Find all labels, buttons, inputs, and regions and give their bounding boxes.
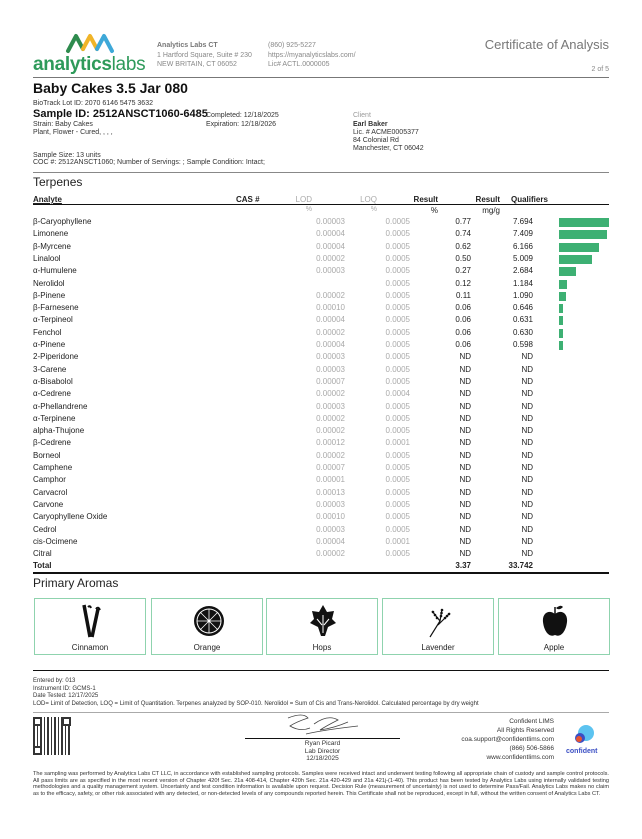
result-pct: ND bbox=[459, 499, 471, 509]
lod-value: 0.00003 bbox=[316, 401, 345, 411]
lavender-icon bbox=[424, 603, 454, 639]
aroma-label: Hops bbox=[312, 643, 332, 652]
result-pct: 0.12 bbox=[455, 278, 471, 288]
result-mgg: 7.409 bbox=[512, 229, 533, 239]
table-row bbox=[33, 228, 609, 240]
table-row bbox=[33, 253, 609, 265]
result-mgg: ND bbox=[521, 524, 533, 534]
lod-value: 0.00002 bbox=[316, 253, 345, 263]
unit-lod: % bbox=[305, 206, 312, 213]
table-row bbox=[33, 511, 609, 523]
analyte-name: Citral bbox=[33, 549, 52, 559]
result-bar bbox=[559, 243, 599, 252]
table-row bbox=[33, 364, 609, 376]
result-pct: ND bbox=[459, 524, 471, 534]
total-pct: 3.37 bbox=[455, 561, 471, 570]
aroma-label: Apple bbox=[543, 643, 565, 652]
result-pct: ND bbox=[459, 426, 471, 436]
aroma-label: Lavender bbox=[421, 643, 455, 652]
analyte-name: β-Caryophyllene bbox=[33, 217, 92, 226]
table-row bbox=[33, 376, 609, 388]
signer-date: 12/18/2025 bbox=[306, 755, 339, 762]
lod-value: 0.00004 bbox=[316, 229, 345, 239]
analyte-name: α-Cedrene bbox=[33, 389, 71, 399]
sample-id: Sample ID: 2512ANSCT1060-6485 bbox=[33, 108, 208, 120]
result-mgg: ND bbox=[521, 352, 533, 362]
analyte-name: Linalool bbox=[33, 253, 61, 263]
loq-value: 0.0005 bbox=[385, 303, 410, 313]
aroma-card-orange bbox=[151, 598, 263, 655]
analyte-name: Carvone bbox=[33, 499, 64, 509]
table-row bbox=[33, 241, 609, 253]
result-mgg: ND bbox=[521, 512, 533, 522]
lod-value: 0.00003 bbox=[316, 524, 345, 534]
loq-value: 0.0005 bbox=[385, 524, 410, 534]
result-bar bbox=[559, 329, 563, 338]
cinnamon-icon bbox=[76, 603, 106, 639]
lod-value: 0.00003 bbox=[316, 364, 345, 374]
lims-url-link[interactable]: www.confidentlims.com bbox=[486, 754, 554, 761]
coc-info: COC #: 2512ANSCT1060; Number of Servings: ; Sample Condition: Intact; bbox=[33, 159, 265, 166]
lod-value: 0.00002 bbox=[316, 426, 345, 436]
col-result-pct: Result bbox=[413, 195, 438, 204]
result-bar bbox=[559, 316, 563, 325]
result-mgg: ND bbox=[521, 364, 533, 374]
result-bar bbox=[559, 280, 567, 289]
table-row bbox=[33, 327, 609, 339]
client-name: Earl Baker bbox=[353, 121, 388, 128]
logo-mark-icon bbox=[65, 32, 117, 54]
col-analyte: Analyte bbox=[33, 195, 62, 204]
loq-value: 0.0005 bbox=[385, 413, 410, 423]
result-mgg: 0.630 bbox=[512, 327, 533, 337]
lab-logo bbox=[33, 30, 148, 78]
result-pct: 0.74 bbox=[455, 229, 471, 239]
loq-value: 0.0005 bbox=[385, 229, 410, 239]
lod-value: 0.00002 bbox=[316, 450, 345, 460]
lod-value: 0.00002 bbox=[316, 327, 345, 337]
col-qualifiers: Qualifiers bbox=[511, 195, 548, 204]
logo-wordmark: analyticslabs bbox=[33, 54, 146, 75]
result-bar bbox=[559, 292, 566, 301]
lod-value: 0.00002 bbox=[316, 389, 345, 399]
method-notes: LOD= Limit of Detection, LOQ = Limit of Quantitation. Terpenes analyzed by SOP-010. Nerolidol = Sum of Cis and Trans-Nerolidol. Calculated percentage by dry weight bbox=[33, 700, 479, 707]
loq-value: 0.0005 bbox=[385, 426, 410, 436]
confident-logo: confident bbox=[566, 724, 606, 760]
lod-value: 0.00007 bbox=[316, 463, 345, 472]
loq-value: 0.0005 bbox=[385, 340, 410, 349]
result-pct: ND bbox=[459, 487, 471, 497]
hops-icon bbox=[308, 603, 338, 639]
analyte-name: Carvacrol bbox=[33, 487, 68, 497]
result-mgg: ND bbox=[521, 499, 533, 509]
section-title-terpenes: Terpenes bbox=[33, 175, 83, 189]
analyte-name: Limonene bbox=[33, 229, 69, 239]
analyte-name: Camphor bbox=[33, 475, 66, 485]
lod-value: 0.00001 bbox=[316, 475, 345, 485]
result-pct: ND bbox=[459, 549, 471, 559]
analyte-name: α-Bisabolol bbox=[33, 376, 73, 386]
result-pct: 0.11 bbox=[456, 290, 471, 300]
lims-email-link[interactable]: coa.support@confidentlims.com bbox=[461, 736, 554, 743]
result-pct: ND bbox=[459, 512, 471, 522]
lod-value: 0.00002 bbox=[316, 413, 345, 423]
lod-value: 0.00012 bbox=[316, 438, 345, 448]
analyte-name: Nerolidol bbox=[33, 278, 65, 288]
table-row bbox=[33, 524, 609, 536]
result-pct: ND bbox=[459, 401, 471, 411]
table-row bbox=[33, 314, 609, 326]
table-row bbox=[33, 462, 609, 474]
table-row bbox=[33, 450, 609, 462]
result-pct: ND bbox=[459, 389, 471, 399]
biotrack-lot-id: BioTrack Lot ID: 2070 6146 5475 3632 bbox=[33, 100, 153, 107]
result-bar bbox=[559, 218, 609, 227]
result-mgg: 7.694 bbox=[512, 217, 533, 226]
analyte-name: cis-Ocimene bbox=[33, 536, 78, 546]
qr-code[interactable] bbox=[33, 717, 71, 755]
result-mgg: ND bbox=[521, 426, 533, 436]
analyte-name: alpha-Thujone bbox=[33, 426, 85, 436]
loq-value: 0.0005 bbox=[385, 499, 410, 509]
result-mgg: ND bbox=[521, 475, 533, 485]
result-mgg: ND bbox=[521, 401, 533, 411]
signer-block bbox=[245, 740, 400, 763]
client-address1: 84 Colonial Rd bbox=[353, 137, 399, 144]
apple-icon bbox=[540, 603, 570, 639]
result-pct: 0.62 bbox=[455, 241, 471, 251]
loq-value: 0.0005 bbox=[385, 401, 410, 411]
result-pct: ND bbox=[459, 352, 471, 362]
test-meta: Entered by: 013 Instrument ID: GCMS-1 Date Tested: 12/17/2025 LOD= Limit of Detection, LOQ = Limit of Quantitation. Terpenes analyzed by SOP-010. Nerolidol = Sum of Cis and Trans-Nerolidol. Calculated percentage by dry weight bbox=[33, 678, 479, 707]
signer-title: Lab Director bbox=[304, 747, 341, 755]
result-mgg: ND bbox=[521, 413, 533, 423]
client-label: Client bbox=[353, 112, 371, 119]
document-title: Certificate of Analysis bbox=[484, 37, 609, 52]
aroma-label: Orange bbox=[193, 643, 221, 652]
lod-value: 0.00010 bbox=[316, 303, 345, 313]
loq-value: 0.0005 bbox=[385, 278, 410, 288]
table-row bbox=[33, 388, 609, 400]
aroma-card-cinnamon bbox=[34, 598, 146, 655]
loq-value: 0.0005 bbox=[385, 376, 410, 386]
result-pct: 0.06 bbox=[455, 315, 471, 325]
loq-value: 0.0005 bbox=[385, 549, 410, 559]
table-row bbox=[33, 216, 609, 228]
analyte-name: Borneol bbox=[33, 450, 61, 460]
loq-value: 0.0001 bbox=[385, 536, 410, 546]
lod-value: 0.00007 bbox=[316, 376, 345, 386]
result-bar bbox=[559, 230, 607, 239]
result-pct: 0.06 bbox=[455, 327, 471, 337]
expiration-date: Expiration: 12/18/2026 bbox=[206, 121, 277, 128]
analyte-name: α-Pinene bbox=[33, 340, 66, 349]
lod-value: 0.00003 bbox=[316, 266, 345, 276]
col-cas: CAS # bbox=[236, 195, 260, 204]
result-pct: ND bbox=[459, 463, 471, 472]
col-lod: LOD bbox=[295, 195, 312, 204]
aroma-card-lavender bbox=[382, 598, 494, 655]
loq-value: 0.0004 bbox=[385, 389, 410, 399]
table-row bbox=[33, 351, 609, 363]
table-row bbox=[33, 548, 609, 560]
unit-pct: % bbox=[430, 206, 438, 215]
table-row bbox=[33, 413, 609, 425]
analyte-name: Camphene bbox=[33, 463, 73, 472]
result-bar bbox=[559, 304, 563, 313]
sample-size: Sample Size: 13 units bbox=[33, 152, 101, 159]
analyte-name: α-Humulene bbox=[33, 266, 77, 276]
total-mgg: 33.742 bbox=[508, 561, 533, 570]
table-row bbox=[33, 536, 609, 548]
loq-value: 0.0005 bbox=[385, 217, 410, 226]
loq-value: 0.0005 bbox=[385, 352, 410, 362]
table-row bbox=[33, 401, 609, 413]
lab-contact: (860) 925-5227 https://myanalyticslabs.com/ Lic# ACTL.0000005 bbox=[268, 42, 356, 68]
analyte-name: 2-Piperidone bbox=[33, 352, 79, 362]
analyte-name: β-Pinene bbox=[33, 290, 66, 300]
loq-value: 0.0005 bbox=[385, 315, 410, 325]
unit-loq: % bbox=[370, 206, 377, 213]
loq-value: 0.0005 bbox=[385, 290, 410, 300]
table-row bbox=[33, 265, 609, 277]
result-bar bbox=[559, 267, 576, 276]
analyte-name: Caryophyllene Oxide bbox=[33, 512, 108, 522]
loq-value: 0.0005 bbox=[385, 475, 410, 485]
result-mgg: ND bbox=[521, 463, 533, 472]
aroma-label: Cinnamon bbox=[71, 643, 109, 652]
confident-logo-icon bbox=[572, 724, 596, 746]
loq-value: 0.0005 bbox=[385, 364, 410, 374]
result-pct: ND bbox=[459, 364, 471, 374]
table-row bbox=[33, 487, 609, 499]
loq-value: 0.0005 bbox=[385, 241, 410, 251]
table-row bbox=[33, 339, 609, 351]
result-mgg: 2.684 bbox=[512, 266, 533, 276]
lod-value: 0.00013 bbox=[316, 487, 345, 497]
completed-date: Completed: 12/18/2025 bbox=[206, 112, 279, 119]
result-pct: ND bbox=[459, 475, 471, 485]
lims-info: Confident LIMS All Rights Reserved coa.support@confidentlims.com (866) 506-5866 www.confidentlims.com bbox=[461, 718, 554, 761]
result-mgg: ND bbox=[521, 438, 533, 448]
signature-image bbox=[278, 712, 368, 738]
analyte-name: Cedrol bbox=[33, 524, 57, 534]
table-row bbox=[33, 278, 609, 290]
strain: Strain: Baby Cakes bbox=[33, 121, 93, 128]
result-mgg: 0.631 bbox=[512, 315, 533, 325]
page-number: 2 of 5 bbox=[591, 66, 609, 73]
total-row bbox=[33, 560, 609, 572]
result-pct: 0.50 bbox=[455, 253, 471, 263]
result-mgg: 1.090 bbox=[512, 290, 533, 300]
result-mgg: ND bbox=[521, 376, 533, 386]
section-title-aromas: Primary Aromas bbox=[33, 576, 119, 590]
loq-value: 0.0005 bbox=[385, 487, 410, 497]
lod-value: 0.00003 bbox=[316, 352, 345, 362]
result-pct: ND bbox=[459, 413, 471, 423]
result-pct: 0.77 bbox=[455, 217, 471, 226]
table-row bbox=[33, 425, 609, 437]
analyte-name: α-Phellandrene bbox=[33, 401, 88, 411]
client-license: Lic. # ACME0005377 bbox=[353, 129, 419, 136]
col-result-mgg: Result bbox=[475, 195, 500, 204]
loq-value: 0.0005 bbox=[385, 327, 410, 337]
result-pct: ND bbox=[459, 450, 471, 460]
result-mgg: 5.009 bbox=[512, 253, 533, 263]
result-mgg: ND bbox=[521, 450, 533, 460]
lab-address: Analytics Labs CT 1 Hartford Square, Suite # 230 NEW BRITAIN, CT 06052 bbox=[157, 42, 252, 68]
loq-value: 0.0001 bbox=[385, 438, 410, 448]
table-row bbox=[33, 290, 609, 302]
lod-value: 0.00004 bbox=[316, 340, 345, 349]
unit-mgg: mg/g bbox=[482, 206, 500, 215]
result-mgg: 1.184 bbox=[512, 278, 533, 288]
result-pct: ND bbox=[459, 536, 471, 546]
result-mgg: ND bbox=[521, 536, 533, 546]
analyte-name: Fenchol bbox=[33, 327, 62, 337]
analyte-name: 3-Carene bbox=[33, 364, 67, 374]
lod-value: 0.00003 bbox=[316, 499, 345, 509]
lab-url-link[interactable]: https://myanalyticslabs.com/ bbox=[268, 51, 356, 59]
lod-value: 0.00002 bbox=[316, 549, 345, 559]
loq-value: 0.0005 bbox=[385, 463, 410, 472]
aroma-card-apple bbox=[498, 598, 610, 655]
lod-value: 0.00004 bbox=[316, 536, 345, 546]
result-pct: 0.06 bbox=[455, 303, 471, 313]
disclaimer: The sampling was performed by Analytics Labs CT LLC, in accordance with established sampling protocols. Samples were received intact and underwent testing following all appropriate chain of custody and sample control protocols. All pass limits are as specified in the most recent version of Chapter 420f Sec. 21a 408-414, Chapter 420h Sec. 21a 420-429 and 21a 421j-(1-40). This product has been tested by Analytics Labs using internally validated testing methodologies and a quality management system. Uncertainty and test condition information is available upon request. Decision Rule (measurement of uncertainty) is not used to determine Pass/Fail. Analytics Labs makes no claim as to the efficacy, safety, or other risk associated with any detected, or non-detected levels of any compounds reported herein. This Certificate shall not be reproduced, except in full, without the written consent of Analytics Labs CT. bbox=[33, 771, 609, 797]
result-mgg: 0.646 bbox=[512, 303, 533, 313]
lab-name: Analytics Labs CT bbox=[157, 42, 218, 49]
col-loq: LOQ bbox=[360, 195, 377, 204]
lod-value: 0.00002 bbox=[316, 290, 345, 300]
table-row bbox=[33, 302, 609, 314]
result-bar bbox=[559, 255, 592, 264]
analyte-name: α-Terpineol bbox=[33, 315, 73, 325]
result-mgg: 6.166 bbox=[512, 241, 533, 251]
loq-value: 0.0005 bbox=[385, 253, 410, 263]
loq-value: 0.0005 bbox=[385, 266, 410, 276]
table-row bbox=[33, 499, 609, 511]
table-row bbox=[33, 474, 609, 486]
lod-value: 0.00003 bbox=[316, 217, 345, 226]
total-label: Total bbox=[33, 561, 52, 570]
loq-value: 0.0005 bbox=[385, 450, 410, 460]
lod-value: 0.00004 bbox=[316, 315, 345, 325]
table-row bbox=[33, 437, 609, 449]
signer-name: Ryan Picard bbox=[304, 740, 341, 747]
analyte-name: β-Farnesene bbox=[33, 303, 79, 313]
result-mgg: ND bbox=[521, 487, 533, 497]
result-mgg: 0.598 bbox=[512, 340, 533, 349]
analyte-name: β-Myrcene bbox=[33, 241, 71, 251]
result-mgg: ND bbox=[521, 389, 533, 399]
result-bar bbox=[559, 341, 563, 350]
orange-icon bbox=[193, 603, 225, 639]
result-pct: 0.06 bbox=[455, 340, 471, 349]
loq-value: 0.0005 bbox=[385, 512, 410, 522]
analyte-name: α-Terpinene bbox=[33, 413, 76, 423]
lod-value: 0.00004 bbox=[316, 241, 345, 251]
result-pct: ND bbox=[459, 376, 471, 386]
client-address2: Manchester, CT 06042 bbox=[353, 145, 424, 152]
analyte-name: β-Cedrene bbox=[33, 438, 71, 448]
result-pct: 0.27 bbox=[455, 266, 471, 276]
product-name: Baby Cakes 3.5 Jar 080 bbox=[33, 80, 188, 96]
result-mgg: ND bbox=[521, 549, 533, 559]
aroma-card-hops bbox=[266, 598, 378, 655]
lod-value: 0.00010 bbox=[316, 512, 345, 522]
matrix: Plant, Flower - Cured, , , , bbox=[33, 129, 113, 136]
result-pct: ND bbox=[459, 438, 471, 448]
